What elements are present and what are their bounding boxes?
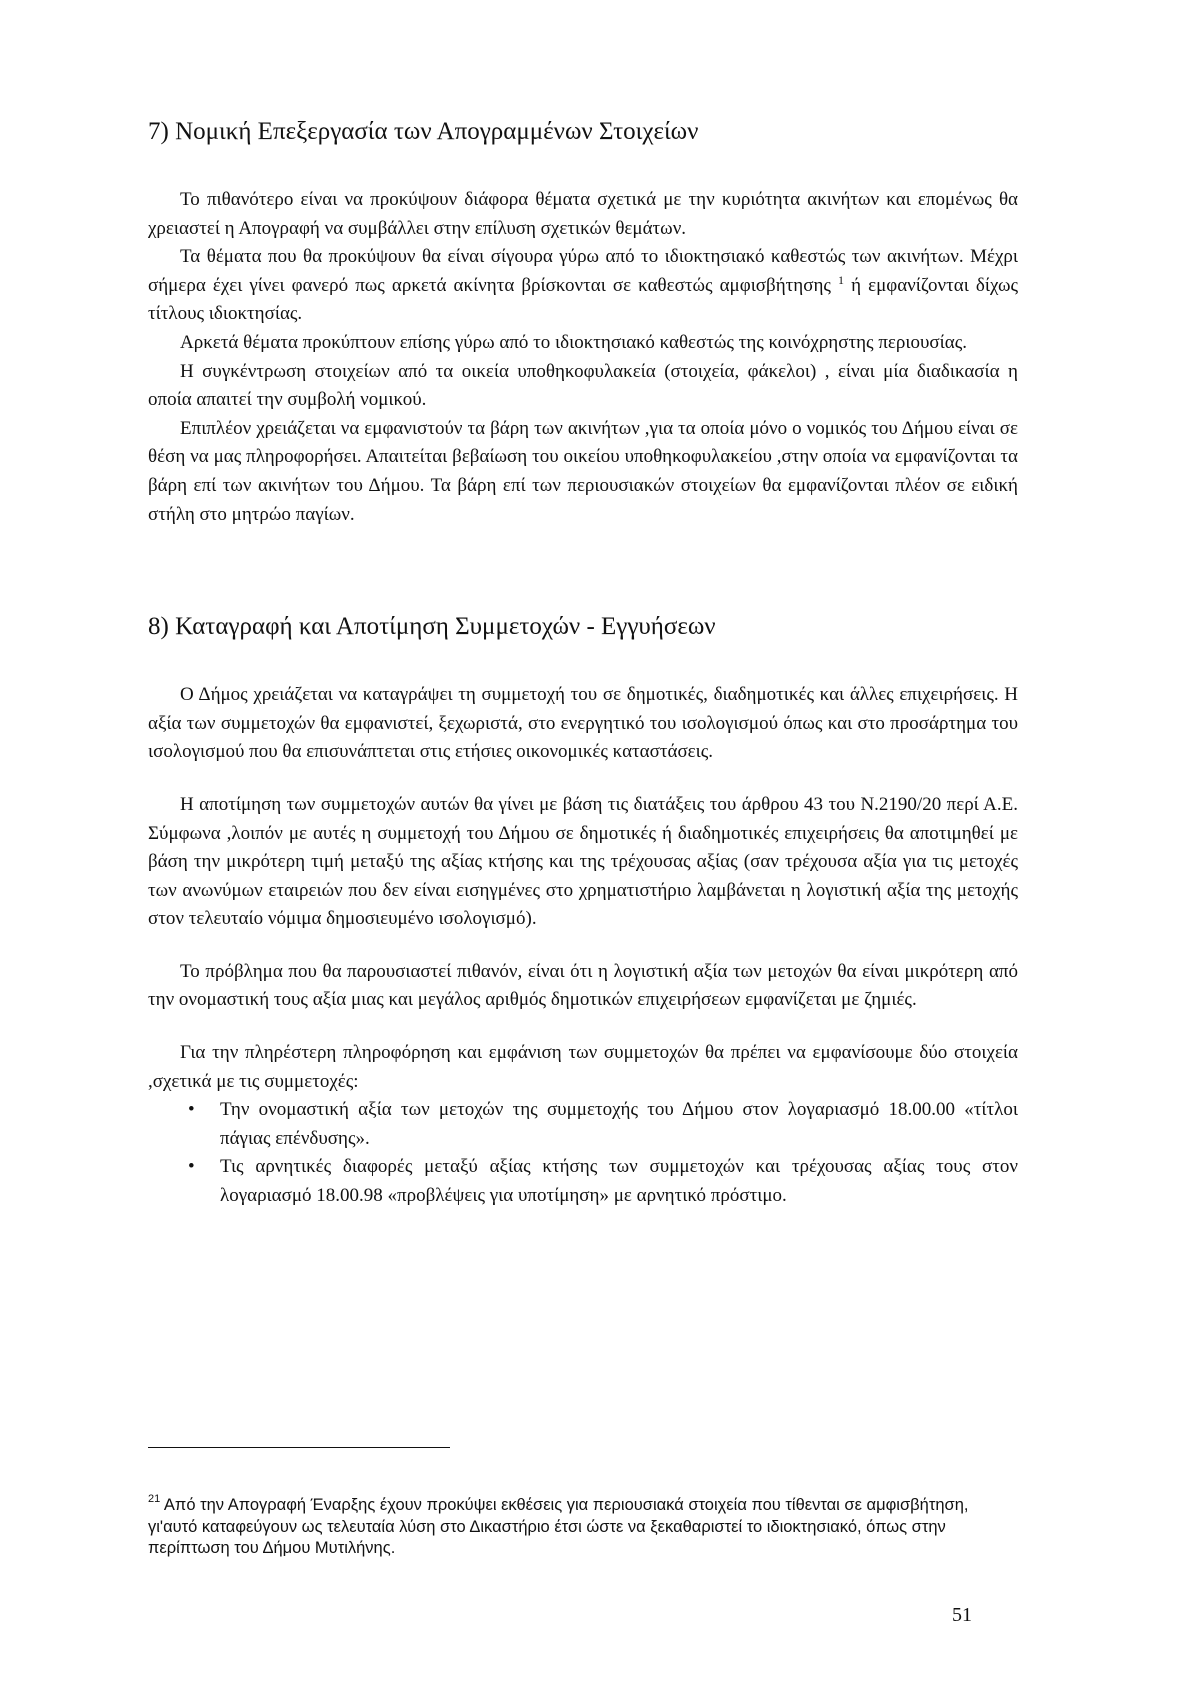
section-7-paragraph-1: Το πιθανότερο είναι να προκύψουν διάφορα θέματα σχετικά με την κυριότητα ακινήτων και επομένως θα χρειαστεί η Απογραφή να συμβάλλει στην επίλυση σχετικών θεμάτων. — [148, 189, 1018, 239]
page-body — [148, 116, 1018, 1211]
paragraph-2-text-a: Τα θέματα που θα προκύψουν θα είναι σίγουρα γύρω από το ιδιοκτησιακό καθεστώς των ακινήτων. Μέχρι σήμερα έχει γίνει φανερό πως αρκετά ακίνητα βρίσκονται σε καθεστώς αμφισβήτησης — [148, 246, 1018, 296]
section-7-heading: 7) Νομική Επεξεργασία των Απογραμμένων Στοιχείων — [148, 118, 699, 145]
section-7-paragraph-5: Επιπλέον χρειάζεται να εμφανιστούν τα βάρη των ακινήτων ,για τα οποία μόνο ο νομικός του Δήμου είναι σε θέση να μας πληροφορήσει. Απαιτείται βεβαίωση του οικείου υποθηκοφυλακείου ,στην οποία να εμφανίζονται τα βάρη επί των ακινήτων του Δήμου. Τα βάρη επί των περιουσιακών στοιχείων θα εμφανίζονται πλέον σε ειδική στήλη στο μητρώο παγίων. — [148, 417, 1018, 525]
list-item-text: Τις αρνητικές διαφορές μεταξύ αξίας κτήσης των συμμετοχών και τρέχουσας αξίας τους στον λογαριασμό 18.00.98 «προβλέψεις για υποτίμηση» με αρνητικό πρόστιμο. — [220, 1156, 1018, 1207]
section-8-paragraph-2: Η αποτίμηση των συμμετοχών αυτών θα γίνει με βάση τις διατάξεις του άρθρου 43 του Ν.2190/20 περί Α.Ε. Σύμφωνα ,λοιπόν με αυτές η συμμετοχή του Δήμου σε δημοτικές ή διαδημοτικές επιχειρήσεις θα αποτιμηθεί με βάση την μικρότερη τιμή μεταξύ της αξίας κτήσης και της τρέχουσας αξίας (σαν τρέχουσα αξία για τις μετοχές των ανωνύμων εταιρειών που δεν είναι εισηγμένες στο χρηματιστήριο λαμβάνεται η λογιστική αξία της μετοχής στον τελευταίο νόμιμα δημοσιευμένο ισολογισμό). — [148, 793, 1018, 930]
footnote-reference[interactable]: 1 — [838, 272, 845, 287]
list-item-text: Την ονομαστική αξία των μετοχών της συμμετοχής του Δήμου στον λογαριασμό 18.00.00 «τίτλοι πάγιας επένδυσης». — [220, 1099, 1018, 1149]
section-7-paragraph-3: Αρκετά θέματα προκύπτουν επίσης γύρω από το ιδιοκτησιακό καθεστώς της κοινόχρηστης περιουσίας. — [180, 331, 967, 353]
footnote-mark: 21 — [148, 1493, 161, 1505]
list-item — [148, 1096, 1018, 1153]
holdings-bullet-list — [148, 1096, 1018, 1210]
footnote-divider — [148, 1447, 450, 1448]
section-8-paragraph-1: Ο Δήμος χρειάζεται να καταγράψει τη συμμετοχή του σε δημοτικές, διαδημοτικές και άλλες επιχειρήσεις. Η αξία των συμμετοχών θα εμφανιστεί, ξεχωριστά, στο ενεργητικό του ισολογισμού όπως και στο προσάρτημα του ισολογισμού που θα επισυνάπτεται στις ετήσιες οικονομικές καταστάσεις. — [148, 684, 1018, 763]
footnote-text: Από την Απογραφή Έναρξης έχουν προκύψει εκθέσεις για περιουσιακά στοιχεία που τίθενται σε αμφισβήτηση, γι'αυτό καταφεύγουν ως τελευταία λύση στο Δικαστήριο έτσι ώστε να ξεκαθαριστεί το ιδιοκτησιακό, όπως στην περίπτωση του Δήμου Μυτιλήνης. — [148, 1496, 969, 1557]
paragraph-2-text-b: ή εμφανίζονται δίχως τίτλους ιδιοκτησίας. — [148, 274, 1019, 325]
section-8-paragraph-4: Για την πληρέστερη πληροφόρηση και εμφάνιση των συμμετοχών θα πρέπει να εμφανίσουμε δύο στοιχεία ,σχετικά με τις συμμετοχές: — [148, 1042, 1018, 1092]
section-8-heading: 8) Καταγραφή και Αποτίμηση Συμμετοχών - Εγγυήσεων — [148, 613, 716, 641]
bullet-icon: • — [188, 1156, 195, 1178]
page-number: 51 — [952, 1604, 972, 1626]
footnote — [148, 1495, 978, 1560]
section-7-paragraph-2 — [148, 243, 1018, 329]
section-8-paragraph-3: Το πρόβλημα που θα παρουσιαστεί πιθανόν, είναι ότι η λογιστική αξία των μετοχών θα είναι μικρότερη από την ονομαστική τους αξία μιας και μεγάλος αριθμός δημοτικών επιχειρήσεων εμφανίζεται με ζημιές. — [148, 960, 1018, 1011]
list-item — [148, 1153, 1018, 1210]
bullet-icon: • — [188, 1099, 195, 1121]
section-7-paragraph-4: Η συγκέντρωση στοιχείων από τα οικεία υποθηκοφυλακεία (στοιχεία, φάκελοι) , είναι μία διαδικασία η οποία απαιτεί την συμβολή νομικού. — [148, 360, 1018, 411]
